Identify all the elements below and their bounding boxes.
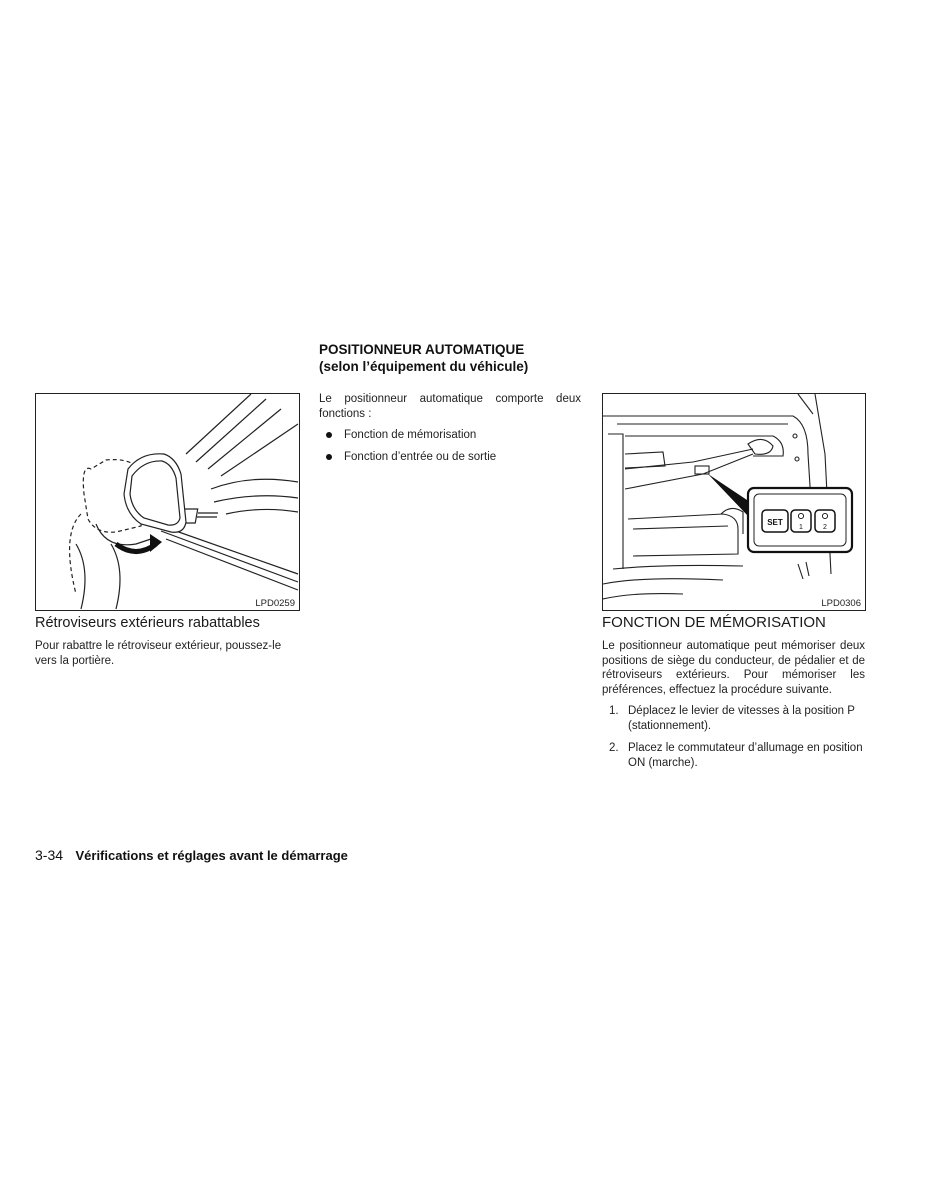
heading-title: POSITIONNEUR AUTOMATIQUE (319, 342, 525, 357)
section-heading (319, 341, 589, 375)
figure-code: LPD0306 (821, 598, 861, 609)
step-text: Déplacez le levier de vitesses à la position P (stationnement). (628, 705, 855, 732)
bullet-icon (326, 454, 332, 460)
bullet-icon (326, 432, 332, 438)
mirror-caption: Rétroviseurs extérieurs rabattables (35, 615, 260, 631)
intro-paragraph: Le positionneur automatique comporte deux fonctions : (319, 393, 581, 420)
memory-paragraph: Le positionneur automatique peut mémoriser deux positions de siège du conducteur, de pédalier et de rétroviseurs extérieurs. Pour mémoriser les préférences, effectuez la procédure suivante. (602, 640, 865, 696)
memory-2-label: 2 (823, 524, 827, 531)
page-number: 3-34 (35, 847, 64, 863)
figure-code: LPD0259 (255, 598, 295, 609)
bullet-text: Fonction d’entrée ou de sortie (344, 451, 497, 463)
mirror-illustration (35, 393, 300, 611)
bullet-text: Fonction de mémorisation (344, 429, 477, 441)
step-number: 1. (609, 705, 619, 717)
step-number: 2. (609, 742, 619, 754)
heading-subtitle: (selon l’équipement du véhicule) (319, 359, 529, 374)
step-item (609, 741, 865, 770)
step-item (609, 704, 865, 733)
step-text: Placez le commutateur d’allumage en position ON (marche). (628, 742, 863, 769)
mirror-paragraph: Pour rabattre le rétroviseur extérieur, poussez-le vers la portière. (35, 640, 282, 667)
memory-1-label: 1 (799, 524, 803, 531)
door-drawing (603, 394, 865, 610)
set-button-label: SET (767, 518, 783, 527)
memory-switch-illustration (602, 393, 866, 611)
page-footer (35, 847, 535, 865)
memory-function-heading: FONCTION DE MÉMORISATION (602, 614, 826, 631)
mirror-drawing (36, 394, 299, 610)
chapter-title: Vérifications et réglages avant le démarrage (75, 848, 348, 863)
